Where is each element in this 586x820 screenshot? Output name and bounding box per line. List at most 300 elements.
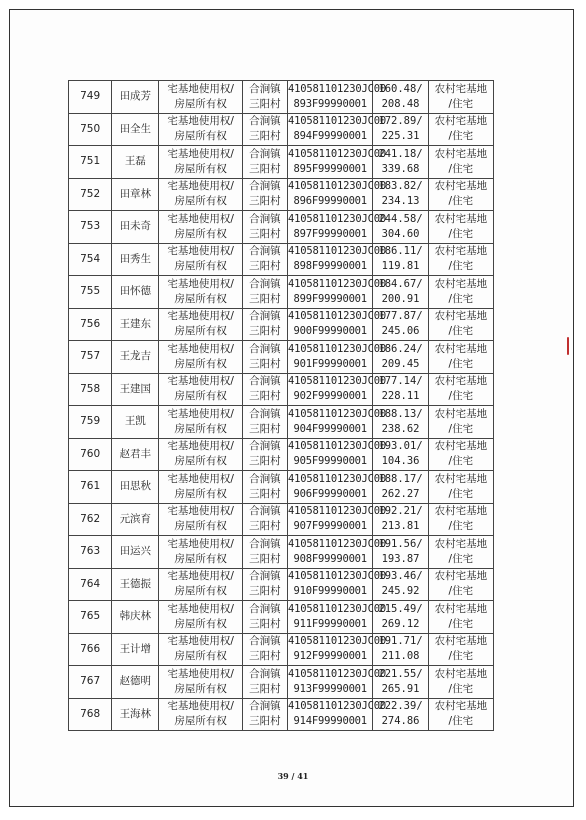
cell-right-type — [159, 146, 242, 179]
cell-location-line: 合涧镇 — [249, 602, 281, 615]
cell-location-line: 三阳村 — [249, 617, 281, 630]
table-row — [69, 373, 494, 406]
cell-right-type-line: 宅基地使用权/ — [167, 277, 234, 290]
cell-right-type-line: 房屋所有权 — [174, 130, 227, 143]
cell-location — [242, 211, 287, 244]
cell-area — [373, 406, 428, 439]
cell-location-line: 合涧镇 — [249, 700, 281, 713]
cell-location-line: 三阳村 — [249, 682, 281, 695]
cell-land-use-line: /住宅 — [448, 325, 474, 338]
cell-unit-code — [288, 308, 386, 341]
cell-unit-code — [288, 211, 386, 244]
cell-area-line: 339.68 — [381, 162, 420, 175]
cell-unit-code — [288, 243, 386, 276]
cell-land-use — [428, 373, 493, 406]
cell-number: 756 — [69, 308, 112, 341]
cell-owner-name: 王龙吉 — [112, 341, 159, 374]
cell-owner-name: 田成芳 — [112, 81, 159, 114]
cell-land-use-line: /住宅 — [448, 715, 474, 728]
cell-unit-code-line: 901F99990001 — [293, 357, 367, 370]
cell-land-use — [428, 633, 493, 666]
cell-owner-name: 赵德明 — [112, 666, 159, 699]
cell-location-line: 三阳村 — [249, 97, 281, 110]
cell-area-line: 184.67/ — [378, 277, 423, 290]
table-row — [69, 568, 494, 601]
cell-right-type — [159, 633, 242, 666]
cell-owner-name: 王计增 — [112, 633, 159, 666]
cell-land-use-line: /住宅 — [448, 357, 474, 370]
table-body — [69, 81, 494, 731]
table-row — [69, 276, 494, 309]
cell-location-line: 三阳村 — [249, 292, 281, 305]
cell-unit-code — [288, 341, 386, 374]
cell-unit-code-line: 893F99990001 — [293, 97, 367, 110]
cell-location — [242, 471, 287, 504]
cell-unit-code-line: 410581101230JC00 — [288, 407, 386, 420]
cell-location-line: 三阳村 — [249, 390, 281, 403]
cell-land-use — [428, 471, 493, 504]
cell-location — [242, 113, 287, 146]
cell-area — [373, 503, 428, 536]
cell-land-use-line: 农村宅基地 — [434, 375, 488, 388]
cell-right-type-line: 房屋所有权 — [174, 455, 227, 468]
cell-unit-code — [288, 568, 386, 601]
cell-unit-code — [288, 406, 386, 439]
cell-right-type-line: 宅基地使用权/ — [167, 635, 234, 648]
cell-right-type — [159, 178, 242, 211]
cell-land-use — [428, 178, 493, 211]
cell-right-type — [159, 276, 242, 309]
cell-location-line: 合涧镇 — [249, 310, 281, 323]
cell-area-line: 160.48/ — [378, 82, 423, 95]
cell-unit-code-line: 914F99990001 — [293, 715, 367, 728]
cell-unit-code-line: 410581101230JC00 — [288, 472, 386, 485]
cell-unit-code-line: 906F99990001 — [293, 487, 367, 500]
cell-right-type-line: 宅基地使用权/ — [167, 602, 234, 615]
cell-right-type-line: 宅基地使用权/ — [167, 180, 234, 193]
cell-unit-code — [288, 146, 386, 179]
cell-right-type-line: 宅基地使用权/ — [167, 537, 234, 550]
cell-land-use-line: 农村宅基地 — [434, 505, 488, 518]
cell-location — [242, 341, 287, 374]
cell-location-line: 合涧镇 — [249, 375, 281, 388]
cell-right-type-line: 房屋所有权 — [174, 357, 227, 370]
cell-location-line: 合涧镇 — [249, 440, 281, 453]
cell-land-use-line: /住宅 — [448, 260, 474, 273]
cell-location-line: 合涧镇 — [249, 212, 281, 225]
cell-right-type-line: 宅基地使用权/ — [167, 472, 234, 485]
cell-land-use-line: 农村宅基地 — [434, 407, 488, 420]
cell-unit-code-line: 410581101230JC00 — [288, 635, 386, 648]
cell-location-line: 合涧镇 — [249, 570, 281, 583]
cell-area-line: 274.86 — [381, 715, 420, 728]
cell-number: 766 — [69, 633, 112, 666]
cell-right-type-line: 宅基地使用权/ — [167, 245, 234, 258]
cell-location-line: 三阳村 — [249, 260, 281, 273]
cell-right-type-line: 房屋所有权 — [174, 617, 227, 630]
cell-unit-code-line: 908F99990001 — [293, 552, 367, 565]
cell-area — [373, 146, 428, 179]
cell-area-line: 191.56/ — [378, 537, 423, 550]
cell-location-line: 合涧镇 — [249, 472, 281, 485]
table-row — [69, 341, 494, 374]
cell-right-type — [159, 601, 242, 634]
cell-area — [373, 211, 428, 244]
cell-location — [242, 373, 287, 406]
cell-right-type-line: 宅基地使用权/ — [167, 375, 234, 388]
cell-area-line: 241.18/ — [378, 147, 423, 160]
cell-area-line: 191.71/ — [378, 635, 423, 648]
cell-unit-code-line: 410581101230JC00 — [288, 570, 386, 583]
cell-area-line: 245.92 — [381, 585, 420, 598]
cell-owner-name: 元滨育 — [112, 503, 159, 536]
cell-location-line: 合涧镇 — [249, 667, 281, 680]
cell-land-use — [428, 406, 493, 439]
cell-land-use-line: 农村宅基地 — [434, 700, 488, 713]
cell-location-line: 三阳村 — [249, 357, 281, 370]
cell-owner-name: 田思秋 — [112, 471, 159, 504]
cell-unit-code-line: 410581101230JC00 — [288, 602, 386, 615]
cell-unit-code-line: 900F99990001 — [293, 325, 367, 338]
cell-unit-code-line: 910F99990001 — [293, 585, 367, 598]
cell-location-line: 合涧镇 — [249, 147, 281, 160]
cell-right-type — [159, 406, 242, 439]
cell-land-use-line: /住宅 — [448, 520, 474, 533]
cell-unit-code-line: 410581101230JC00 — [288, 147, 386, 160]
cell-land-use-line: /住宅 — [448, 97, 474, 110]
cell-location-line: 三阳村 — [249, 585, 281, 598]
cell-land-use-line: 农村宅基地 — [434, 245, 488, 258]
table-row — [69, 666, 494, 699]
cell-area-line: 193.46/ — [378, 570, 423, 583]
cell-land-use-line: 农村宅基地 — [434, 440, 488, 453]
cell-location — [242, 503, 287, 536]
cell-number: 761 — [69, 471, 112, 504]
cell-number: 751 — [69, 146, 112, 179]
cell-number: 760 — [69, 438, 112, 471]
cell-land-use — [428, 276, 493, 309]
cell-land-use — [428, 698, 493, 731]
cell-area — [373, 698, 428, 731]
cell-area-line: 183.82/ — [378, 180, 423, 193]
cell-unit-code-line: 410581101230JC00 — [288, 180, 386, 193]
cell-unit-code — [288, 633, 386, 666]
registration-table — [68, 80, 494, 731]
cell-area — [373, 568, 428, 601]
cell-unit-code — [288, 503, 386, 536]
cell-area-line: 119.81 — [381, 260, 420, 273]
cell-area-line: 238.62 — [381, 422, 420, 435]
cell-location-line: 三阳村 — [249, 650, 281, 663]
cell-land-use-line: 农村宅基地 — [434, 277, 488, 290]
cell-unit-code-line: 913F99990001 — [293, 682, 367, 695]
cell-unit-code-line: 410581101230JC00 — [288, 82, 386, 95]
cell-land-use-line: 农村宅基地 — [434, 115, 488, 128]
cell-location-line: 三阳村 — [249, 455, 281, 468]
cell-location-line: 三阳村 — [249, 195, 281, 208]
cell-number: 763 — [69, 536, 112, 569]
table-row — [69, 178, 494, 211]
cell-right-type-line: 房屋所有权 — [174, 650, 227, 663]
cell-right-type-line: 宅基地使用权/ — [167, 212, 234, 225]
cell-land-use — [428, 601, 493, 634]
cell-right-type-line: 房屋所有权 — [174, 325, 227, 338]
cell-area-line: 193.01/ — [378, 440, 423, 453]
cell-right-type-line: 房屋所有权 — [174, 585, 227, 598]
cell-right-type — [159, 308, 242, 341]
cell-unit-code-line: 894F99990001 — [293, 130, 367, 143]
cell-area — [373, 471, 428, 504]
cell-location-line: 合涧镇 — [249, 180, 281, 193]
cell-area — [373, 178, 428, 211]
cell-area — [373, 438, 428, 471]
cell-unit-code-line: 410581101230JC00 — [288, 700, 386, 713]
cell-land-use-line: 农村宅基地 — [434, 602, 488, 615]
cell-area-line: 221.55/ — [378, 667, 423, 680]
cell-right-type-line: 房屋所有权 — [174, 260, 227, 273]
cell-land-use-line: /住宅 — [448, 195, 474, 208]
cell-location-line: 合涧镇 — [249, 245, 281, 258]
cell-location-line: 三阳村 — [249, 487, 281, 500]
cell-right-type — [159, 113, 242, 146]
table-row — [69, 406, 494, 439]
cell-location-line: 合涧镇 — [249, 342, 281, 355]
cell-land-use-line: /住宅 — [448, 487, 474, 500]
cell-area-line: 193.87 — [381, 552, 420, 565]
cell-unit-code-line: 410581101230JC00 — [288, 440, 386, 453]
cell-land-use — [428, 341, 493, 374]
cell-owner-name: 田全生 — [112, 113, 159, 146]
cell-right-type-line: 房屋所有权 — [174, 552, 227, 565]
cell-unit-code — [288, 536, 386, 569]
cell-number: 758 — [69, 373, 112, 406]
cell-land-use-line: 农村宅基地 — [434, 570, 488, 583]
cell-unit-code-line: 898F99990001 — [293, 260, 367, 273]
cell-right-type-line: 宅基地使用权/ — [167, 147, 234, 160]
cell-right-type — [159, 243, 242, 276]
cell-unit-code-line: 897F99990001 — [293, 227, 367, 240]
cell-location-line: 三阳村 — [249, 552, 281, 565]
cell-number: 767 — [69, 666, 112, 699]
cell-right-type-line: 房屋所有权 — [174, 390, 227, 403]
cell-location-line: 合涧镇 — [249, 407, 281, 420]
cell-right-type-line: 房屋所有权 — [174, 682, 227, 695]
cell-right-type — [159, 568, 242, 601]
cell-location-line: 合涧镇 — [249, 505, 281, 518]
cell-land-use-line: /住宅 — [448, 455, 474, 468]
cell-right-type-line: 宅基地使用权/ — [167, 342, 234, 355]
cell-area — [373, 536, 428, 569]
cell-unit-code-line: 907F99990001 — [293, 520, 367, 533]
cell-area — [373, 81, 428, 114]
cell-land-use-line: 农村宅基地 — [434, 82, 488, 95]
cell-unit-code-line: 410581101230JC00 — [288, 310, 386, 323]
table-row — [69, 601, 494, 634]
cell-right-type — [159, 471, 242, 504]
table-row — [69, 438, 494, 471]
cell-right-type — [159, 341, 242, 374]
cell-number: 762 — [69, 503, 112, 536]
cell-owner-name: 田未奇 — [112, 211, 159, 244]
cell-area-line: 215.49/ — [378, 602, 423, 615]
table-row — [69, 633, 494, 666]
cell-unit-code-line: 899F99990001 — [293, 292, 367, 305]
cell-location-line: 合涧镇 — [249, 537, 281, 550]
cell-location — [242, 308, 287, 341]
cell-location-line: 三阳村 — [249, 422, 281, 435]
cell-right-type-line: 宅基地使用权/ — [167, 115, 234, 128]
cell-unit-code-line: 410581101230JC00 — [288, 375, 386, 388]
cell-land-use-line: 农村宅基地 — [434, 667, 488, 680]
cell-right-type-line: 房屋所有权 — [174, 162, 227, 175]
cell-unit-code-line: 410581101230JC00 — [288, 667, 386, 680]
cell-owner-name: 田章林 — [112, 178, 159, 211]
cell-owner-name: 王海林 — [112, 698, 159, 731]
cell-right-type — [159, 81, 242, 114]
cell-location-line: 三阳村 — [249, 130, 281, 143]
cell-owner-name: 王建国 — [112, 373, 159, 406]
cell-right-type — [159, 536, 242, 569]
cell-owner-name: 王磊 — [112, 146, 159, 179]
cell-land-use — [428, 243, 493, 276]
cell-right-type — [159, 666, 242, 699]
table-row — [69, 243, 494, 276]
cell-area-line: 104.36 — [381, 455, 420, 468]
cell-land-use — [428, 308, 493, 341]
cell-area-line: 245.06 — [381, 325, 420, 338]
cell-area-line: 172.89/ — [378, 115, 423, 128]
cell-unit-code-line: 410581101230JC00 — [288, 212, 386, 225]
cell-right-type — [159, 373, 242, 406]
cell-right-type — [159, 438, 242, 471]
cell-right-type-line: 宅基地使用权/ — [167, 667, 234, 680]
cell-area — [373, 113, 428, 146]
cell-land-use-line: 农村宅基地 — [434, 180, 488, 193]
cell-location — [242, 276, 287, 309]
table-row — [69, 698, 494, 731]
cell-location-line: 三阳村 — [249, 520, 281, 533]
cell-location-line: 合涧镇 — [249, 277, 281, 290]
cell-land-use-line: /住宅 — [448, 422, 474, 435]
cell-unit-code — [288, 276, 386, 309]
cell-owner-name: 田秀生 — [112, 243, 159, 276]
cell-area-line: 222.39/ — [378, 700, 423, 713]
cell-number: 749 — [69, 81, 112, 114]
cell-location — [242, 178, 287, 211]
cell-unit-code-line: 410581101230JC00 — [288, 245, 386, 258]
cell-unit-code-line: 902F99990001 — [293, 390, 367, 403]
cell-area-line: 304.60 — [381, 227, 420, 240]
cell-unit-code-line: 904F99990001 — [293, 422, 367, 435]
cell-area — [373, 243, 428, 276]
cell-location — [242, 698, 287, 731]
cell-unit-code — [288, 601, 386, 634]
cell-unit-code — [288, 471, 386, 504]
cell-land-use-line: 农村宅基地 — [434, 310, 488, 323]
cell-owner-name: 赵君丰 — [112, 438, 159, 471]
cell-right-type-line: 宅基地使用权/ — [167, 407, 234, 420]
cell-location-line: 三阳村 — [249, 715, 281, 728]
cell-land-use-line: /住宅 — [448, 292, 474, 305]
cell-area-line: 186.11/ — [378, 245, 423, 258]
cell-owner-name: 田运兴 — [112, 536, 159, 569]
cell-location — [242, 633, 287, 666]
page-number: 39 / 41 — [277, 771, 309, 781]
cell-area-line: 211.08 — [381, 650, 420, 663]
cell-area — [373, 666, 428, 699]
cell-land-use-line: /住宅 — [448, 650, 474, 663]
cell-area — [373, 276, 428, 309]
cell-land-use-line: /住宅 — [448, 585, 474, 598]
table-row — [69, 146, 494, 179]
cell-right-type-line: 房屋所有权 — [174, 227, 227, 240]
cell-area — [373, 601, 428, 634]
cell-unit-code — [288, 113, 386, 146]
cell-land-use-line: /住宅 — [448, 682, 474, 695]
table-row — [69, 308, 494, 341]
cell-land-use-line: /住宅 — [448, 227, 474, 240]
cell-area — [373, 308, 428, 341]
table-row — [69, 211, 494, 244]
cell-location-line: 三阳村 — [249, 227, 281, 240]
cell-location-line: 合涧镇 — [249, 82, 281, 95]
cell-land-use-line: /住宅 — [448, 552, 474, 565]
cell-land-use-line: /住宅 — [448, 390, 474, 403]
cell-land-use-line: /住宅 — [448, 617, 474, 630]
cell-location — [242, 666, 287, 699]
cell-right-type-line: 宅基地使用权/ — [167, 440, 234, 453]
cell-area-line: 234.13 — [381, 195, 420, 208]
cell-area-line: 208.48 — [381, 97, 420, 110]
cell-location-line: 三阳村 — [249, 325, 281, 338]
cell-unit-code-line: 410581101230JC00 — [288, 342, 386, 355]
cell-area-line: 269.12 — [381, 617, 420, 630]
cell-land-use-line: 农村宅基地 — [434, 147, 488, 160]
cell-unit-code — [288, 373, 386, 406]
cell-owner-name: 王凯 — [112, 406, 159, 439]
cell-unit-code — [288, 438, 386, 471]
cell-number: 757 — [69, 341, 112, 374]
cell-land-use — [428, 81, 493, 114]
table-row — [69, 81, 494, 114]
cell-owner-name: 王建东 — [112, 308, 159, 341]
cell-location — [242, 146, 287, 179]
cell-right-type — [159, 503, 242, 536]
cell-area-line: 177.87/ — [378, 310, 423, 323]
table-row — [69, 536, 494, 569]
table-row — [69, 113, 494, 146]
cell-location — [242, 601, 287, 634]
cell-land-use-line: 农村宅基地 — [434, 342, 488, 355]
cell-number: 750 — [69, 113, 112, 146]
cell-unit-code-line: 905F99990001 — [293, 455, 367, 468]
cell-unit-code-line: 410581101230JC00 — [288, 537, 386, 550]
cell-area — [373, 633, 428, 666]
table-row — [69, 471, 494, 504]
cell-land-use — [428, 438, 493, 471]
cell-unit-code-line: 410581101230JC00 — [288, 115, 386, 128]
cell-number: 764 — [69, 568, 112, 601]
cell-right-type-line: 房屋所有权 — [174, 292, 227, 305]
cell-land-use — [428, 211, 493, 244]
cell-land-use-line: /住宅 — [448, 130, 474, 143]
cell-right-type-line: 宅基地使用权/ — [167, 82, 234, 95]
cell-land-use — [428, 666, 493, 699]
cell-area-line: 213.81 — [381, 520, 420, 533]
cell-land-use — [428, 536, 493, 569]
cell-land-use-line: 农村宅基地 — [434, 635, 488, 648]
cell-right-type-line: 房屋所有权 — [174, 195, 227, 208]
